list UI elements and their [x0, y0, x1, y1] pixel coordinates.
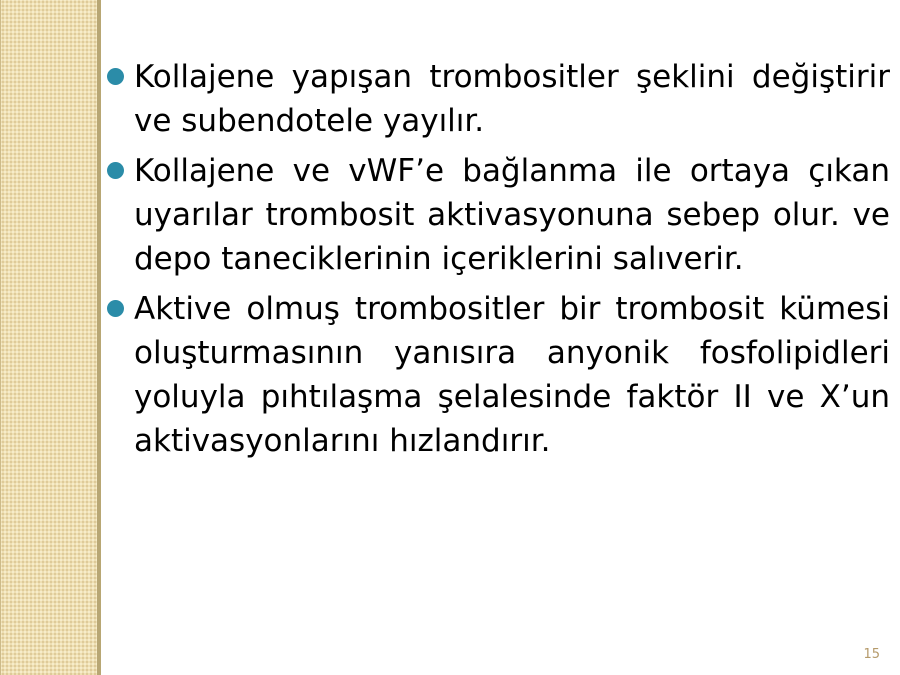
page-number: 15 — [863, 647, 880, 662]
side-band-edge — [97, 0, 101, 675]
bullet-dot-icon — [107, 300, 124, 317]
bullet-item — [104, 149, 890, 281]
bullet-dot-icon — [107, 162, 124, 179]
bullet-dot-icon — [107, 68, 124, 85]
bullet-item — [104, 287, 890, 463]
bullet-text: Kollajene yapışan trombositler şeklini değiştirir ve subendotele yayılır. — [134, 59, 890, 139]
bullet-list — [104, 55, 890, 469]
bullet-text: Kollajene ve vWF’e bağlanma ile ortaya çıkan uyarılar trombosit aktivasyonuna sebep olur. ve depo taneciklerinin içeriklerini salıverir. — [134, 153, 890, 277]
bullet-text: Aktive olmuş trombositler bir trombosit kümesi oluşturmasının yanısıra anyonik fosfolipidleri yoluyla pıhtılaşma şelalesinde faktör II ve X’un aktivasyonlarını hızlandırır. — [134, 291, 890, 459]
decorative-side-band — [0, 0, 97, 675]
bullet-item — [104, 55, 890, 143]
